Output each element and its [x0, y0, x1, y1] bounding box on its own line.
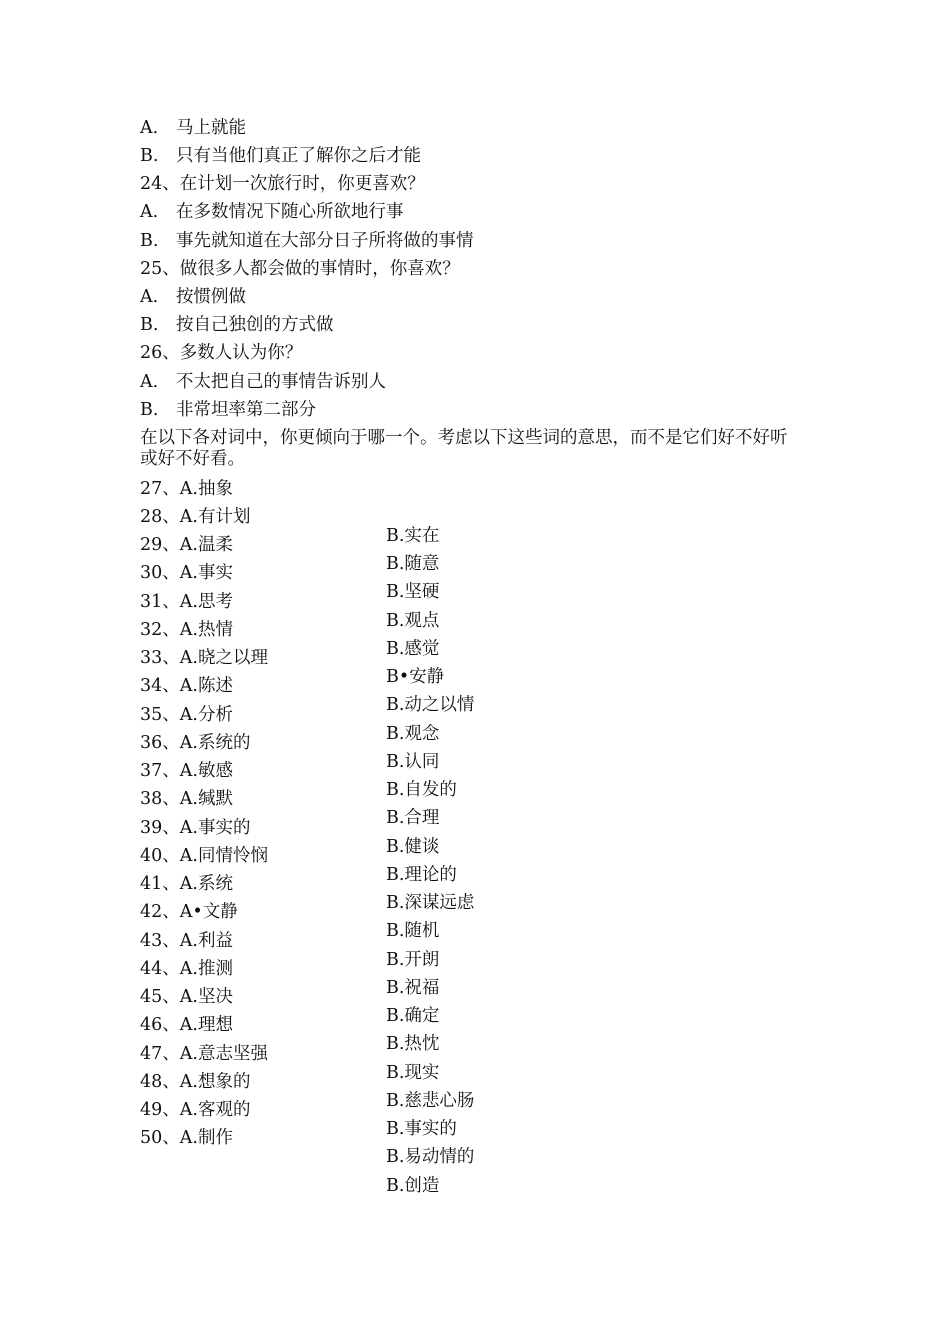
word-pair-a: 37、A.敏感 [140, 761, 233, 781]
option-text: 不太把自己的事情告诉别人 [176, 372, 386, 392]
word-pair-a: 50、A.制作 [140, 1128, 233, 1148]
option-letter: B. [140, 315, 159, 335]
word-pair-b: B.祝福 [386, 978, 440, 998]
word-pair-a: 46、A.理想 [140, 1015, 233, 1035]
word-pair-b: B.慈悲心肠 [386, 1091, 475, 1111]
option-line [140, 231, 474, 251]
option-text: 事先就知道在大部分日子所将做的事情 [176, 231, 474, 251]
word-pair-b: B.随意 [386, 554, 440, 574]
word-pair-a: 27、A.抽象 [140, 479, 233, 499]
option-letter: B. [140, 231, 159, 251]
word-pair-a: 41、A.系统 [140, 874, 233, 894]
word-pair-b: B.健谈 [386, 837, 440, 857]
option-line [140, 400, 316, 420]
word-pair-a: 36、A.系统的 [140, 733, 251, 753]
option-letter: A. [140, 118, 159, 138]
word-pair-a: 34、A.陈述 [140, 676, 233, 696]
word-pair-b: B.深谋远虑 [386, 893, 475, 913]
word-pair-b: B.确定 [386, 1006, 440, 1026]
section-instructions: 在以下各对词中，你更倾向于哪一个。考虑以下这些词的意思，而不是它们好不好听或好不好看。 [140, 428, 788, 469]
word-pair-a: 44、A.推测 [140, 959, 233, 979]
word-pair-a: 28、A.有计划 [140, 507, 251, 527]
word-pair-a: 40、A.同情怜悯 [140, 846, 268, 866]
option-line [140, 146, 421, 166]
option-line [140, 315, 334, 335]
word-pair-b: B.合理 [386, 808, 440, 828]
word-pair-a: 45、A.坚决 [140, 987, 233, 1007]
word-pair-b: B.创造 [386, 1176, 440, 1196]
option-letter: A. [140, 287, 159, 307]
option-line [140, 372, 386, 392]
word-pair-a: 29、A.温柔 [140, 535, 233, 555]
question-line: 24、在计划一次旅行时，你更喜欢？ [140, 174, 425, 194]
word-pair-b: B.观念 [386, 724, 440, 744]
word-pair-b: B.自发的 [386, 780, 457, 800]
option-text: 按自己独创的方式做 [176, 315, 334, 335]
word-pair-a: 30、A.事实 [140, 563, 233, 583]
word-pair-a: 32、A.热情 [140, 620, 233, 640]
word-pair-a: 42、A•文静 [140, 902, 238, 922]
word-pair-b: B.实在 [386, 526, 440, 546]
word-pair-b: B.理论的 [386, 865, 457, 885]
word-pair-a: 47、A.意志坚强 [140, 1044, 268, 1064]
word-pair-b: B.随机 [386, 921, 440, 941]
option-letter: A. [140, 372, 159, 392]
option-letter: B. [140, 400, 159, 420]
word-pair-b: B•安静 [386, 667, 445, 687]
word-pair-a: 33、A.晓之以理 [140, 648, 268, 668]
option-text: 按惯例做 [176, 287, 246, 307]
word-pair-b: B.观点 [386, 611, 440, 631]
option-text: 非常坦率第二部分 [176, 400, 316, 420]
word-pair-a: 39、A.事实的 [140, 818, 251, 838]
word-pair-b: B.坚硬 [386, 582, 440, 602]
word-pair-a: 49、A.客观的 [140, 1100, 251, 1120]
option-text: 在多数情况下随心所欲地行事 [176, 202, 404, 222]
option-letter: A. [140, 202, 159, 222]
word-pair-a: 48、A.想象的 [140, 1072, 251, 1092]
option-text: 只有当他们真正了解你之后才能 [176, 146, 421, 166]
word-pair-b: B.现实 [386, 1063, 440, 1083]
option-letter: B. [140, 146, 159, 166]
word-pair-a: 38、A.缄默 [140, 789, 233, 809]
option-line [140, 287, 246, 307]
word-pair-b: B.认同 [386, 752, 440, 772]
option-text: 马上就能 [176, 118, 246, 138]
word-pair-a: 31、A.思考 [140, 592, 233, 612]
option-line [140, 118, 246, 138]
option-line [140, 202, 404, 222]
question-line: 25、做很多人都会做的事情时，你喜欢？ [140, 259, 460, 279]
word-pair-b: B.感觉 [386, 639, 440, 659]
word-pair-b: B.开朗 [386, 950, 440, 970]
word-pair-b: B.热忱 [386, 1034, 440, 1054]
word-pair-b: B.动之以情 [386, 695, 475, 715]
word-pair-a: 35、A.分析 [140, 705, 233, 725]
question-line: 26、多数人认为你？ [140, 343, 303, 363]
word-pair-b: B.易动情的 [386, 1147, 475, 1167]
word-pair-b: B.事实的 [386, 1119, 457, 1139]
word-pair-a: 43、A.利益 [140, 931, 233, 951]
